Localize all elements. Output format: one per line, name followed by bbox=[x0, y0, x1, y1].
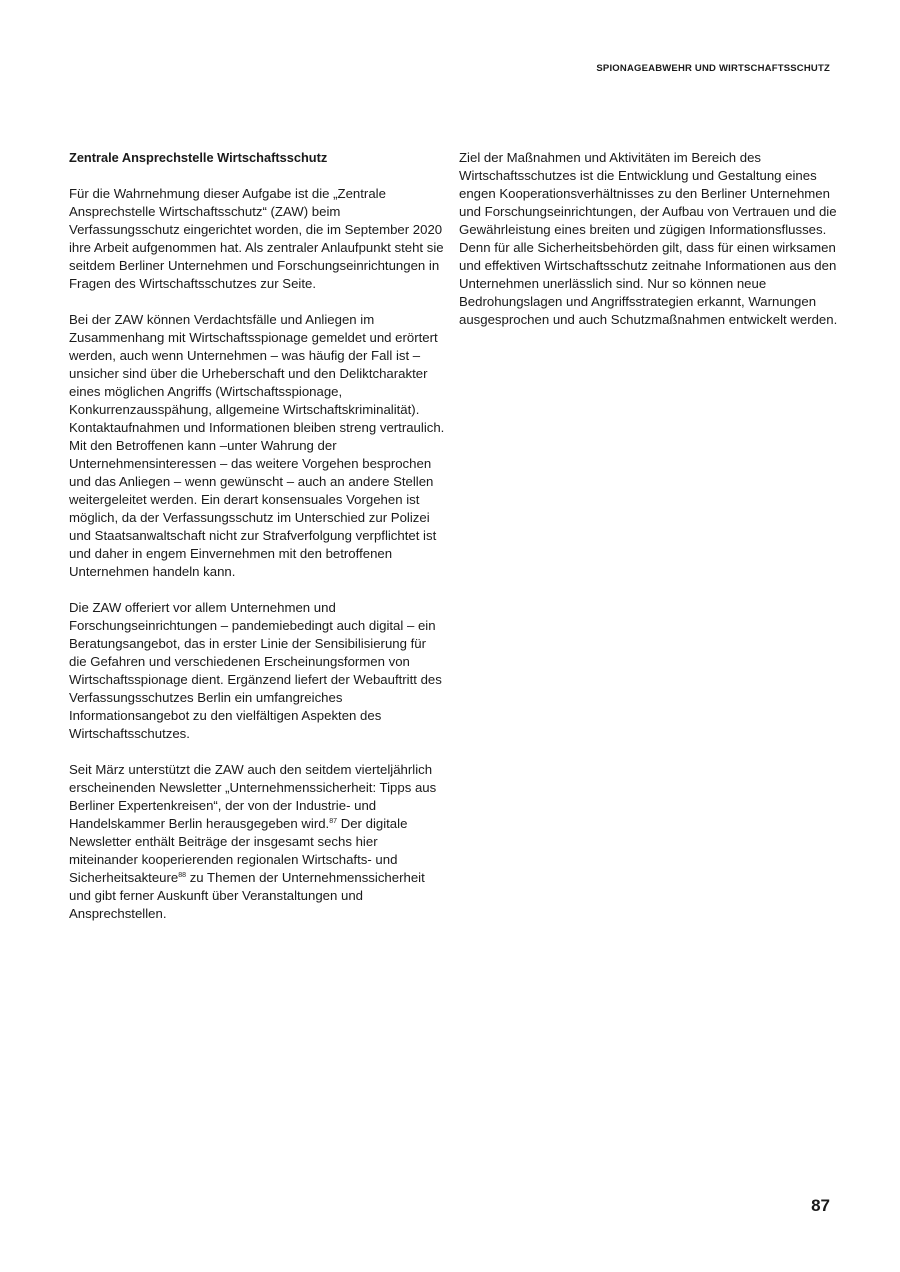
footnote-ref-87[interactable]: 87 bbox=[329, 818, 338, 825]
newsletter-text-a: Seit März unterstützt die ZAW auch den seitdem vierteljährlich erscheinenden Newsletter „Unternehmenssicherheit: Tipps aus Berliner Expertenkreisen“, der von der Industrie- und Handelskammer Berlin herausgegeben wird. bbox=[69, 762, 437, 831]
left-column bbox=[69, 149, 445, 941]
footnote-ref-88[interactable]: 88 bbox=[178, 872, 187, 879]
paragraph-newsletter bbox=[69, 761, 445, 923]
paragraph-ziel-massnahmen: Ziel der Maßnahmen und Aktivitäten im Bereich des Wirtschaftsschutzes ist die Entwicklung und Gestaltung eines engen Kooperationsverhältnisses zu den Berliner Unternehmen und Forschungseinrichtungen, der Aufbau von Vertrauen und die Gewährleistung eines breiten und zügigen Informationsflusses. Denn für alle Sicherheitsbehörden gilt, dass für einen wirksamen und effektiven Wirtschaftsschutz zeitnahe Informationen aus den Unternehmen unerlässlich sind. Nur so können neue Bedrohungslagen und Angriffsstrategien erkannt, Warnungen ausgesprochen und auch Schutzmaßnahmen entwickelt werden. bbox=[459, 150, 838, 327]
paragraph-zaw-intro: Für die Wahrnehmung dieser Aufgabe ist die „Zentrale Ansprechstelle Wirtschaftsschutz“ (ZAW) beim Verfassungsschutz eingerichtet worden, die im September 2020 ihre Arbeit aufgenommen hat. Als zentraler Anlaufpunkt steht sie seitdem Berliner Unternehmen und Forschungseinrichtungen in Fragen des Wirtschaftsschutzes zur Seite. bbox=[69, 186, 444, 291]
newsletter-text-c: zu Themen der Unternehmenssicherheit und gibt ferner Auskunft über Veranstaltungen und Ansprechstellen. bbox=[69, 870, 425, 921]
section-heading: Zentrale Ansprechstelle Wirtschaftsschutz bbox=[69, 150, 328, 165]
running-header: SPIONAGEABWEHR UND WIRTSCHAFTSSCHUTZ bbox=[596, 63, 830, 74]
paragraph-beratungsangebot: Die ZAW offeriert vor allem Unternehmen und Forschungseinrichtungen – pandemiebedingt auch digital – ein Beratungsangebot, das in erster Linie der Sensibilisierung für die Gefahren und verschiedenen Erscheinungsformen von Wirtschaftsspionage dient. Ergänzend liefert der Webauftritt des Verfassungsschutzes Berlin ein umfangreiches Informationsangebot zu den vielfältigen Aspekten des Wirtschaftsschutzes. bbox=[69, 600, 442, 741]
newsletter-text-b: Der digitale Newsletter enthält Beiträge der insgesamt sechs hier miteinander kooperierenden regionalen Wirtschafts- und Sicherheitsakteure bbox=[69, 816, 408, 885]
paragraph-verdachtsfaelle: Bei der ZAW können Verdachtsfälle und Anliegen im Zusammenhang mit Wirtschaftsspionage gemeldet und erörtert werden, auch wenn Unternehmen – was häufig der Fall ist – unsicher sind über die Urheberschaft und den Deliktcharakter eines möglichen Angriffs (Wirtschaftsspionage, Konkurrenzausspähung, allgemeine Wirtschaftskriminalität). Kontaktaufnahmen und Informationen bleiben streng vertraulich. Mit den Betroffenen kann –unter Wahrung der Unternehmensinteressen – das weitere Vorgehen besprochen und das Anliegen – wenn gewünscht – auch an andere Stellen weitergeleitet werden. Ein derart konsensuales Vorgehen ist möglich, da der Verfassungsschutz im Unterschied zur Polizei und Staatsanwaltschaft nicht zur Strafverfolgung verpflichtet ist und daher in engem Einvernehmen mit den betroffenen Unternehmen handeln kann. bbox=[69, 312, 445, 579]
right-column bbox=[459, 149, 839, 347]
page-number: 87 bbox=[811, 1196, 830, 1215]
